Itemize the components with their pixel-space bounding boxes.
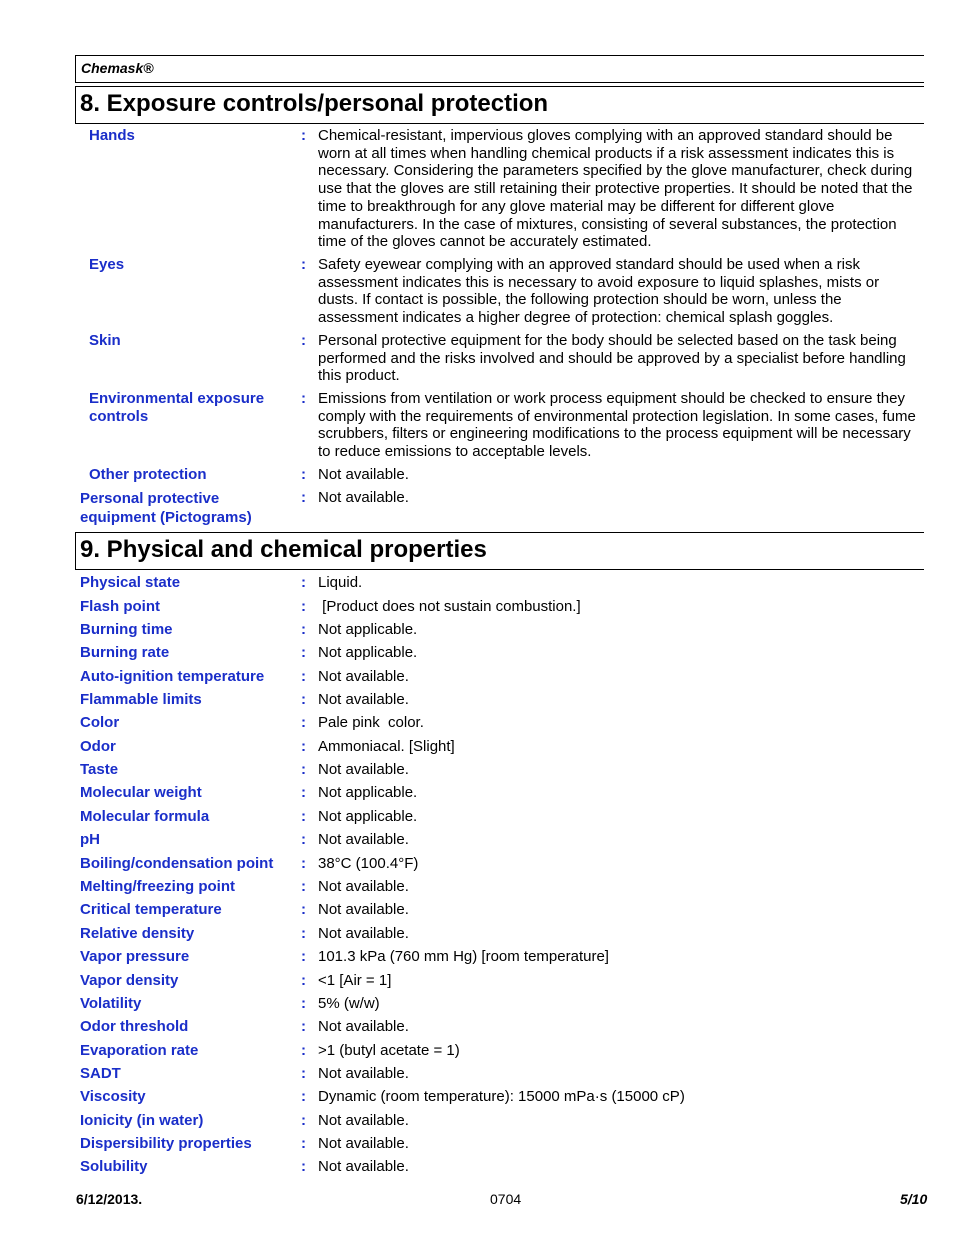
label-auto-ignition-temperature: Auto-ignition temperature <box>80 668 265 685</box>
separator-colon: : <box>301 948 306 965</box>
value-vapor-density: <1 [Air = 1] <box>318 972 392 989</box>
separator-colon: : <box>301 256 306 273</box>
value-skin: Personal protective equipment for the body should be selected based on the task being performed and the risks involved and should be approved by a specialist before handling this product. <box>318 332 906 385</box>
separator-colon: : <box>301 691 306 708</box>
label-boiling-condensation-point: Boiling/condensation point <box>80 855 274 872</box>
value-solubility: Not available. <box>318 1158 409 1175</box>
label-flammable-limits: Flammable limits <box>80 691 202 708</box>
value-sadt: Not available. <box>318 1065 409 1082</box>
value-taste: Not available. <box>318 761 409 778</box>
value-odor-threshold: Not available. <box>318 1018 409 1035</box>
value-burning-rate: Not applicable. <box>318 644 418 661</box>
value-other-protection: Not available. <box>318 466 409 483</box>
footer-page-number: 5/10 <box>900 1191 928 1207</box>
value-auto-ignition-temperature: Not available. <box>318 668 409 685</box>
separator-colon: : <box>301 644 306 661</box>
value-ppe-pictograms: Not available. <box>318 489 409 506</box>
label-ionicity: Ionicity (in water) <box>80 1112 204 1129</box>
label-dispersibility-properties: Dispersibility properties <box>80 1135 252 1152</box>
label-viscosity: Viscosity <box>80 1088 146 1105</box>
separator-colon: : <box>301 574 306 591</box>
separator-colon: : <box>301 855 306 872</box>
value-dispersibility-properties: Not available. <box>318 1135 409 1152</box>
value-relative-density: Not available. <box>318 925 409 942</box>
value-eyes: Safety eyewear complying with an approved standard should be used when a risk assessment indicates this is necessary to avoid exposure to liquid splashes, mists or dusts. If contact is possible, the following protection should be worn, unless the assessment indicates a higher degree of protection: chemical splash goggles. <box>318 256 880 327</box>
separator-colon: : <box>301 738 306 755</box>
value-flash-point: [Product does not sustain combustion.] <box>318 598 581 615</box>
separator-colon: : <box>301 390 306 407</box>
value-evaporation-rate: >1 (butyl acetate = 1) <box>318 1042 460 1059</box>
value-odor: Ammoniacal. [Slight] <box>318 738 455 755</box>
value-color: Pale pink color. <box>318 714 424 731</box>
label-relative-density: Relative density <box>80 925 195 942</box>
separator-colon: : <box>301 831 306 848</box>
label-color: Color <box>80 714 120 731</box>
label-other-protection: Other protection <box>89 466 207 483</box>
value-burning-time: Not applicable. <box>318 621 418 638</box>
value-environmental-exposure-controls: Emissions from ventilation or work process equipment should be checked to ensure they comply with the requirements of environmental protection legislation. In some cases, fume scrubbers, filters or engineering modifications to the process equipment will be necessary to reduce emissions to acceptable levels. <box>318 390 916 461</box>
separator-colon: : <box>301 621 306 638</box>
label-physical-state: Physical state <box>80 574 181 591</box>
section-9-title: 9. Physical and chemical properties <box>80 536 487 563</box>
separator-colon: : <box>301 995 306 1012</box>
label-odor: Odor <box>80 738 116 755</box>
label-taste: Taste <box>80 761 119 778</box>
value-physical-state: Liquid. <box>318 574 363 591</box>
value-critical-temperature: Not available. <box>318 901 409 918</box>
value-boiling-condensation-point: 38°C (100.4°F) <box>318 855 419 872</box>
label-critical-temperature: Critical temperature <box>80 901 222 918</box>
separator-colon: : <box>301 1018 306 1035</box>
separator-colon: : <box>301 668 306 685</box>
label-hands: Hands <box>89 127 135 144</box>
label-skin: Skin <box>89 332 121 349</box>
label-solubility: Solubility <box>80 1158 148 1175</box>
separator-colon: : <box>301 1158 306 1175</box>
value-volatility: 5% (w/w) <box>318 995 380 1012</box>
label-vapor-pressure: Vapor pressure <box>80 948 190 965</box>
label-molecular-weight: Molecular weight <box>80 784 202 801</box>
label-environmental-exposure-controls: Environmental exposure controls <box>89 390 265 425</box>
value-molecular-weight: Not applicable. <box>318 784 418 801</box>
separator-colon: : <box>301 878 306 895</box>
document-header <box>75 55 924 83</box>
label-odor-threshold: Odor threshold <box>80 1018 189 1035</box>
value-ph: Not available. <box>318 831 409 848</box>
label-molecular-formula: Molecular formula <box>80 808 210 825</box>
separator-colon: : <box>301 127 306 144</box>
section-9-title-box <box>75 532 924 570</box>
section-8-title: 8. Exposure controls/personal protection <box>80 90 549 117</box>
footer-code: 0704 <box>490 1191 522 1207</box>
separator-colon: : <box>301 972 306 989</box>
value-flammable-limits: Not available. <box>318 691 409 708</box>
value-molecular-formula: Not applicable. <box>318 808 418 825</box>
label-melting-freezing-point: Melting/freezing point <box>80 878 235 895</box>
separator-colon: : <box>301 489 306 506</box>
separator-colon: : <box>301 598 306 615</box>
label-sadt: SADT <box>80 1065 121 1082</box>
separator-colon: : <box>301 714 306 731</box>
product-name: Chemask® <box>81 60 154 76</box>
label-vapor-density: Vapor density <box>80 972 179 989</box>
separator-colon: : <box>301 332 306 349</box>
separator-colon: : <box>301 761 306 778</box>
label-burning-time: Burning time <box>80 621 173 638</box>
label-ph: pH <box>80 831 100 848</box>
separator-colon: : <box>301 808 306 825</box>
value-vapor-pressure: 101.3 kPa (760 mm Hg) [room temperature] <box>318 948 609 965</box>
label-ppe-pictograms: Personal protective equipment (Pictograms) <box>80 490 252 526</box>
value-hands: Chemical-resistant, impervious gloves complying with an approved standard should be worn at all times when handling chemical products if a risk assessment indicates this is necessary. Considering the parameters specified by the glove manufacturer, check during use that the gloves are still retaining their protective properties. It should be noted that the time to breakthrough for any glove material may be different for different glove manufacturers. In the case of mixtures, consisting of several substances, the protection time of the gloves cannot be accurately estimated. <box>318 127 913 251</box>
separator-colon: : <box>301 1065 306 1082</box>
value-ionicity: Not available. <box>318 1112 409 1129</box>
footer-date: 6/12/2013. <box>76 1191 143 1207</box>
section-8-title-box <box>75 86 924 124</box>
separator-colon: : <box>301 925 306 942</box>
separator-colon: : <box>301 1112 306 1129</box>
label-evaporation-rate: Evaporation rate <box>80 1042 199 1059</box>
separator-colon: : <box>301 1135 306 1152</box>
separator-colon: : <box>301 1088 306 1105</box>
label-volatility: Volatility <box>80 995 142 1012</box>
label-burning-rate: Burning rate <box>80 644 170 661</box>
value-melting-freezing-point: Not available. <box>318 878 409 895</box>
label-flash-point: Flash point <box>80 598 160 615</box>
value-viscosity: Dynamic (room temperature): 15000 mPa·s (15000 cP) <box>318 1088 685 1105</box>
separator-colon: : <box>301 784 306 801</box>
separator-colon: : <box>301 466 306 483</box>
separator-colon: : <box>301 901 306 918</box>
separator-colon: : <box>301 1042 306 1059</box>
label-eyes: Eyes <box>89 256 125 273</box>
